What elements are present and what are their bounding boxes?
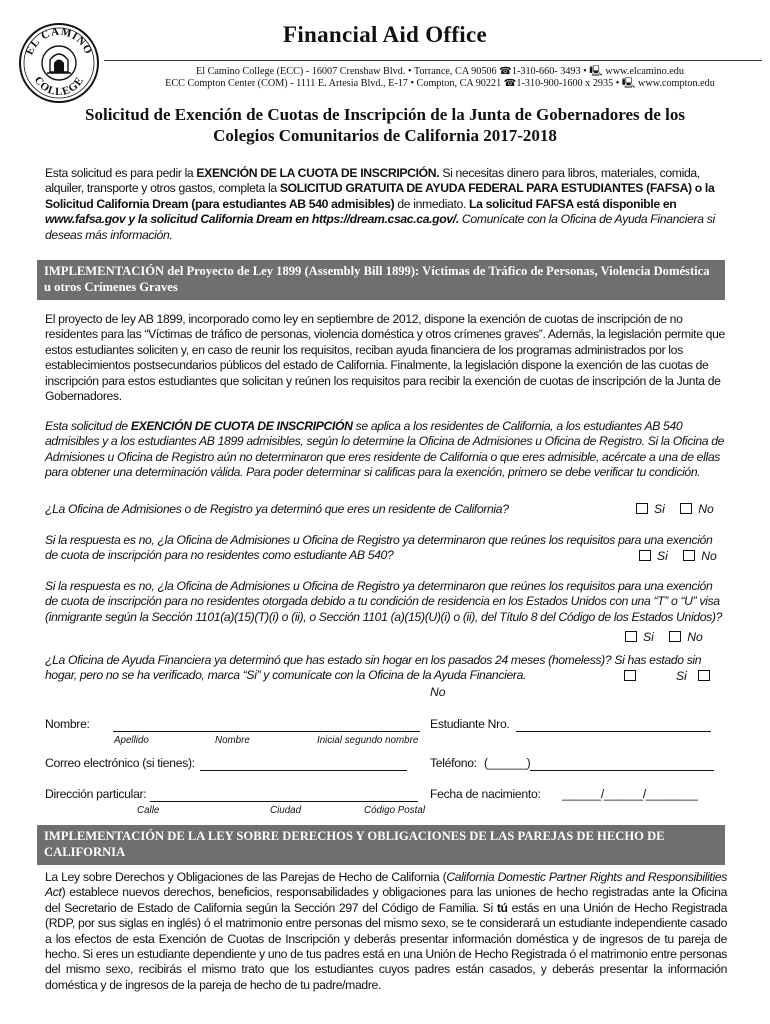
note-text: se aplica a los residentes de California, a los estudiantes AB 540 admisibles y a los estudiantes AB 1899 admisibles, según lo determine la Oficina de Admisiones u Oficina de Registro. Si la Oficina de Admisiones u Oficina de Registro aún no determinaron que eres residente de California o que eres admisible, acércate a una de ellas para obtener una determinación válida. Para poder determinar si calificas para la exención, primero se debe verificar tu condición. <box>45 419 725 480</box>
dp-text: La Ley sobre Derechos y Obligaciones de las Parejas de Hecho de California ( <box>45 870 447 884</box>
note-bold: EXENCIÓN DE CUOTA DE INSCRIPCIÓN <box>130 419 353 433</box>
office-title: Financial Aid Office <box>282 22 488 47</box>
phone-input-line[interactable] <box>530 770 714 771</box>
homeless-no-checkbox[interactable] <box>698 670 710 681</box>
no-label: No <box>687 630 703 644</box>
intro-text: Si necesitas dinero para libros, materiales, comida, alquiler, transporte y otros gastos, completa la <box>45 166 700 196</box>
page-title-line1: Solicitud de Exención de Cuotas de Inscripción de la Junta de Gobernadores de los <box>85 105 685 124</box>
email-label: Correo electrónico (si tienes): <box>45 756 195 770</box>
residency-yes-checkbox[interactable] <box>636 503 648 514</box>
seal-text-top: EL CAMINO <box>23 25 95 57</box>
residency-no-checkbox[interactable] <box>680 503 692 514</box>
city-caption: Ciudad <box>270 805 302 816</box>
street-caption: Calle <box>137 805 160 816</box>
page-title <box>30 104 740 146</box>
name-label: Nombre: <box>45 717 90 731</box>
student-number-label: Estudiante Nro. <box>430 717 510 731</box>
intro-links[interactable]: www.fafsa.gov y la solicitud California Dream en https://dream.csac.ca.gov/. <box>45 212 459 227</box>
header-divider <box>104 60 762 61</box>
no-label: No <box>698 502 714 516</box>
question-ab540: Si la respuesta es no, ¿la Oficina de Admisiones u Oficina de Registro ya determinaron que reúnes los requisitos para una exención de cuota de inscripción para no residentes como estudiante AB 540? <box>45 533 713 563</box>
intro-bold-availability: La solicitud FAFSA está disponible en <box>469 196 677 211</box>
visa-yes-checkbox[interactable] <box>625 631 637 642</box>
intro-paragraph <box>45 166 725 243</box>
yes-label: Si <box>676 669 687 683</box>
homeless-yes-checkbox[interactable] <box>624 670 636 681</box>
zip-caption: Código Postal <box>364 805 425 816</box>
yes-label: Si <box>654 502 665 516</box>
intro-text: Esta solicitud es para pedir la <box>45 166 197 180</box>
section-heading-ab1899: IMPLEMENTACIÓN del Proyecto de Ley 1899 (Assembly Bill 1899): Víctimas de Tráfico de Personas, Violencia Doméstica u otros Crímenes Graves <box>37 260 725 300</box>
seal-text-bottom: COLLEGE <box>31 74 87 99</box>
ab540-options <box>639 549 717 563</box>
dob-input[interactable]: ______/______/________ <box>562 787 698 801</box>
ab1899-paragraph: El proyecto de ley AB 1899, incorporado como ley en septiembre de 2012, dispone la exención de cuotas de inscripción de no residentes para las “Víctimas de tráfico de personas, violencia doméstica y otros crímenes graves”. Además, la legislación permite que estos estudiantes soliciten y, en caso de reunir los requisitos, reciban ayuda financiera de los programas administrados por los establecimientos postsecundarios públicos del estado de California. Finalmente, la legislación dispone la exención de las cuotas de inscripción para estos estudiantes que solicitan y reúnen los requisitos para recibir la exención de cuotas de inscripción de la Junta de Gobernadores. <box>45 312 725 404</box>
dp-text: ) establece nuevos derechos, beneficios, responsabilidades y obligaciones para las uniones de hecho registradas ante la Oficina del Secretario de Estado de California según la Sección 297 del Código de Familia. Si <box>45 885 727 915</box>
address-input-line[interactable] <box>150 801 418 802</box>
ab540-no-checkbox[interactable] <box>683 550 695 561</box>
visa-options <box>625 630 703 644</box>
question-homeless: ¿La Oficina de Ayuda Financiera ya determinó que has estado sin hogar en los pasados 24 meses (homeless)? Si has estado sin hogar, pero no se ha verificado, marca “Si” y comunícate con la Oficina de la Ayuda Financiera. <box>45 653 702 683</box>
middle-initial-caption: Inicial segundo nombre <box>317 735 419 746</box>
question-residency: ¿La Oficina de Admisiones o de Registro ya determinó que eres un residente de California? <box>45 502 509 516</box>
homeless-options <box>624 669 716 683</box>
last-name-caption: Apellido <box>114 735 149 746</box>
campus-address-compton: ECC Compton Center (COM) - 1111 E. Artesia Blvd., E-17 • Compton, CA 90221 ☎1-310-900-1600 x 2935 • 🖳 www.compton.edu <box>165 78 715 89</box>
first-name-caption: Nombre <box>215 735 250 746</box>
note-text: Esta solicitud de <box>45 419 131 433</box>
page-title-line2: Colegios Comunitarios de California 2017-2018 <box>213 126 557 145</box>
residency-options <box>636 502 714 516</box>
section-heading-domestic-partner: IMPLEMENTACIÓN DE LA LEY SOBRE DERECHOS Y OBLIGACIONES DE LAS PAREJAS DE HECHO DE CALIFORNIA <box>37 825 725 865</box>
domestic-partner-paragraph <box>45 870 727 993</box>
yes-label: Si <box>657 549 668 563</box>
svg-text:COLLEGE <box>32 74 87 98</box>
address-label: Dirección particular: <box>45 787 147 801</box>
name-input-line[interactable] <box>113 731 420 732</box>
question-visa: Si la respuesta es no, ¿la Oficina de Admisiones u Oficina de Registro ya determinaron que reúnes los requisitos para una exención de cuota de inscripción para no residentes otorgada debido a tu condición de residencia en los Estados Unidos con una “T” o “U” visa (inmigrante según la Sección 1101(a)(15)(T)(i) o (ii), o Sección 1101 (a)(15)(U)(i) o (ii), del Título 8 del Código de los Estados Unidos)? <box>45 579 723 624</box>
email-input-line[interactable] <box>200 770 407 771</box>
intro-bold-exemption: EXENCIÓN DE LA CUOTA DE INSCRIPCIÓN. <box>196 166 440 180</box>
dp-text: estás en una Unión de Hecho Registrada (RDP, por sus siglas en inglés) ó el matrimonio entre personas del mismo sexo, se te considerará un estudiante independiente casado a los efectos de esta Exención de Cuotas de Inscripción y deberás presentar información doméstica y de ingresos de tu pareja de hecho. Si eres un estudiante dependiente y uno de tus padres está en una Unión de Hecho Registrada ó el matrimonio entre personas del mismo sexo, recibirás el mismo trato que los estudiantes cuyos padres están casados, y deberás presentar la información doméstica y de ingresos de la pareja de hecho de tu padre/madre. <box>45 900 728 992</box>
dp-bold-tu: tú <box>496 900 508 915</box>
dp-act-name: California Domestic Partner Rights and Responsibilities Act <box>45 870 727 900</box>
homeless-no-label: No <box>430 685 446 699</box>
visa-no-checkbox[interactable] <box>669 631 681 642</box>
ab540-yes-checkbox[interactable] <box>639 550 651 561</box>
intro-contact-note: Comunícate con la Oficina de Ayuda Financiera si deseas más información. <box>45 212 715 242</box>
exemption-note <box>45 419 725 481</box>
phone-label: Teléfono: <box>430 756 477 770</box>
intro-text: de inmediato. <box>394 196 470 211</box>
intro-bold-fafsa: SOLICITUD GRATUITA DE AYUDA FEDERAL PARA ESTUDIANTES (FAFSA) o la Solicitud California Dream (para estudiantes AB 540 admisibles) <box>45 181 715 211</box>
dob-label: Fecha de nacimiento: <box>430 787 541 801</box>
campus-address-ecc: El Camino College (ECC) - 16007 Crenshaw Blvd. • Torrance, CA 90506 ☎1-310-660- 3493 • 🖳 www.elcamino.edu <box>196 66 684 77</box>
phone-area-code[interactable]: (______) <box>484 756 531 770</box>
no-label: No <box>701 549 717 563</box>
yes-label: Si <box>643 630 654 644</box>
student-number-input-line[interactable] <box>516 731 711 732</box>
